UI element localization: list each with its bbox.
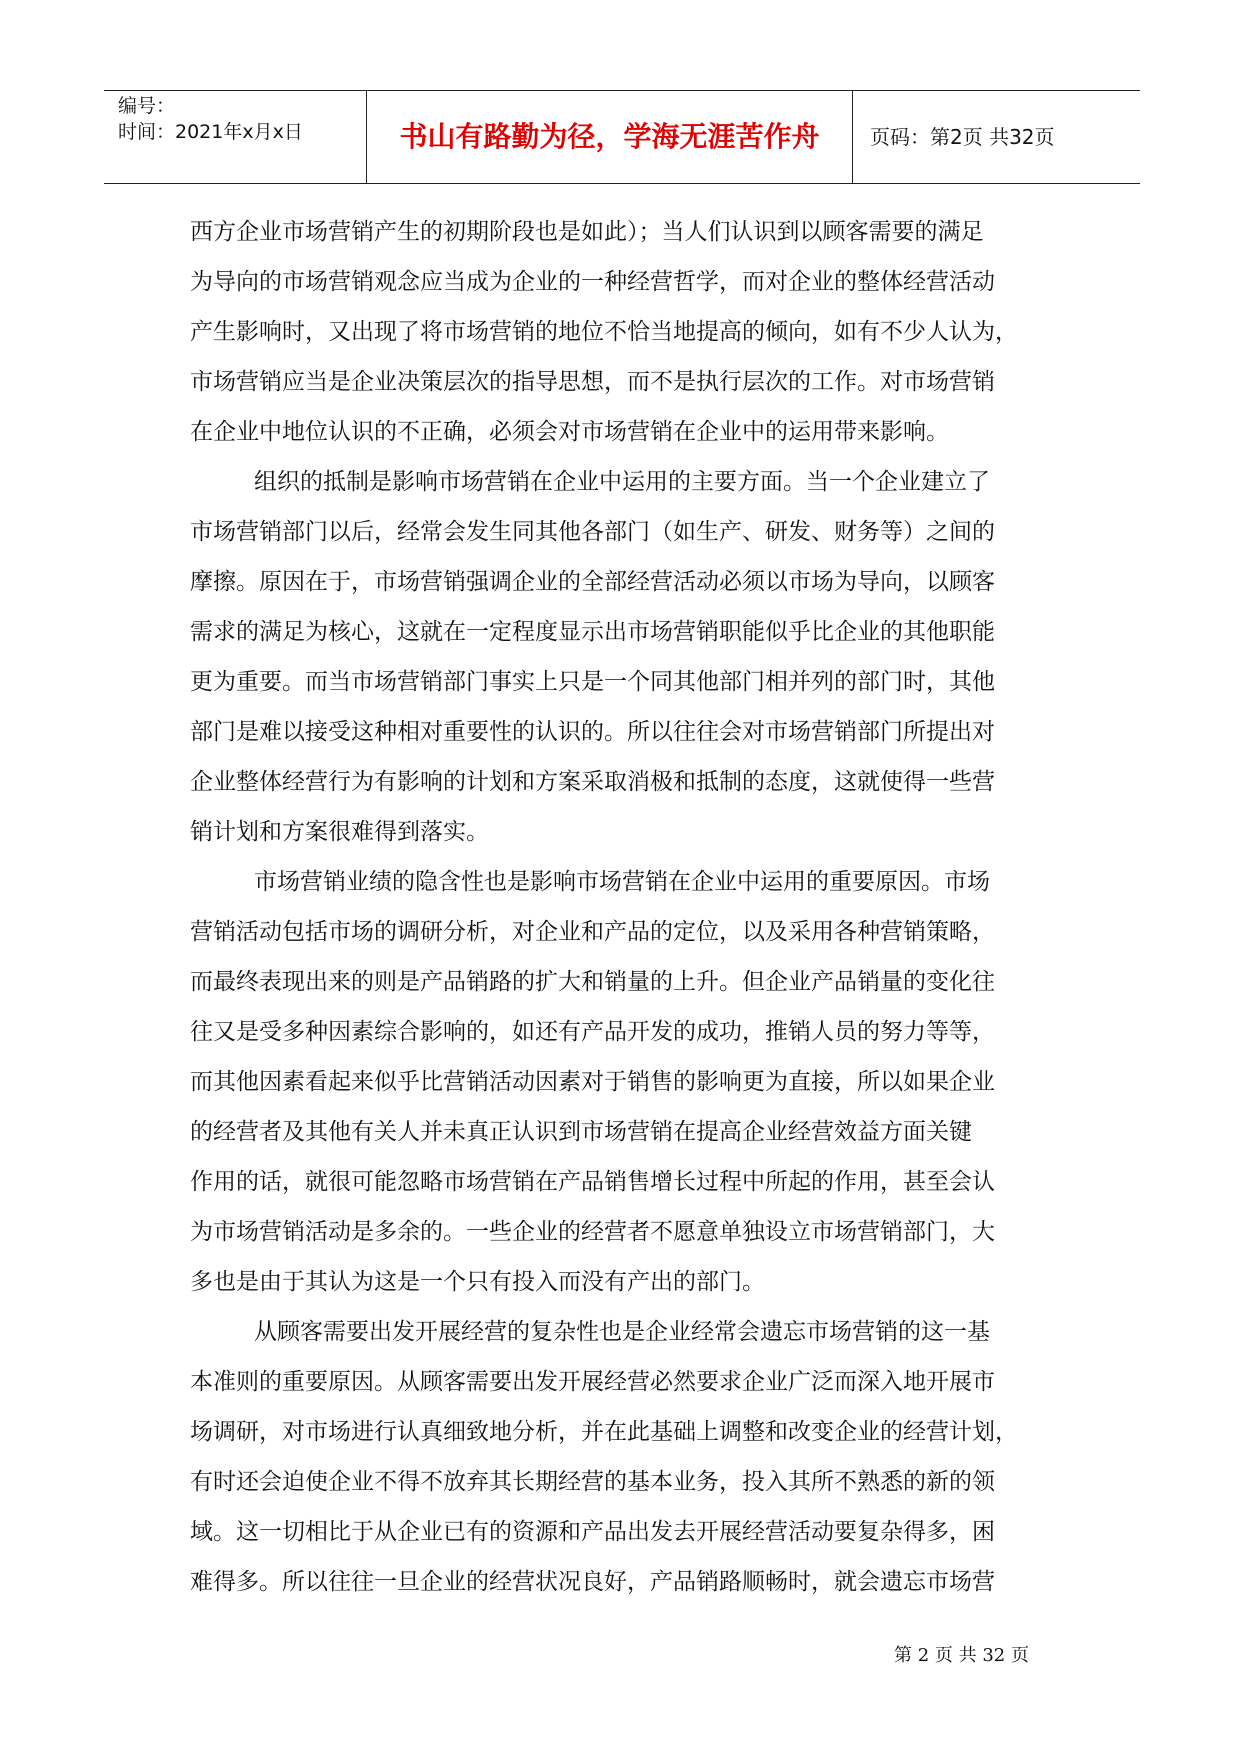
text-line: 市场营销业绩的隐含性也是影响市场营销在企业中运用的重要原因。市场 <box>254 869 990 895</box>
text-line: 难得多。所以往往一旦企业的经营状况良好，产品销路顺畅时，就会遗忘市场营 <box>190 1569 995 1595</box>
paragraph <box>190 857 1050 1307</box>
text-line: 多也是由于其认为这是一个只有投入而没有产出的部门。 <box>190 1269 765 1295</box>
paragraph <box>190 207 1050 457</box>
text-line: 更为重要。而当市场营销部门事实上只是一个同其他部门相并列的部门时，其他 <box>190 669 995 695</box>
text-line: 域。这一切相比于从企业已有的资源和产品出发去开展经营活动要复杂得多，困 <box>190 1519 995 1545</box>
page-header <box>104 90 1140 184</box>
paragraph <box>190 1307 1050 1607</box>
header-motto-cell <box>367 91 853 183</box>
text-line: 作用的话，就很可能忽略市场营销在产品销售增长过程中所起的作用，甚至会认 <box>190 1169 995 1195</box>
text-line: 从顾客需要出发开展经营的复杂性也是企业经常会遗忘市场营销的这一基 <box>254 1319 990 1345</box>
text-line: 组织的抵制是影响市场营销在企业中运用的主要方面。当一个企业建立了 <box>254 469 990 495</box>
header-page-code: 页码：第2页 共32页 <box>870 125 1055 149</box>
text-line: 场调研，对市场进行认真细致地分析，并在此基础上调整和改变企业的经营计划， <box>190 1419 1018 1445</box>
text-line: 西方企业市场营销产生的初期阶段也是如此）；当人们认识到以顾客需要的满足 <box>190 219 984 245</box>
text-line: 营销活动包括市场的调研分析，对企业和产品的定位，以及采用各种营销策略， <box>190 919 995 945</box>
text-line: 部门是难以接受这种相对重要性的认识的。所以往往会对市场营销部门所提出对 <box>190 719 995 745</box>
text-line: 而其他因素看起来似乎比营销活动因素对于销售的影响更为直接，所以如果企业 <box>190 1069 995 1095</box>
text-line: 市场营销应当是企业决策层次的指导思想，而不是执行层次的工作。对市场营销 <box>190 369 995 395</box>
text-line: 为导向的市场营销观念应当成为企业的一种经营哲学，而对企业的整体经营活动 <box>190 269 995 295</box>
document-time-label: 时间：2021年x月x日 <box>118 121 303 143</box>
text-line: 本准则的重要原因。从顾客需要出发开展经营必然要求企业广泛而深入地开展市 <box>190 1369 995 1395</box>
paragraph <box>190 457 1050 857</box>
header-meta-cell <box>104 91 367 183</box>
text-line: 销计划和方案很难得到落实。 <box>190 819 489 845</box>
page-footer: 第 2 页 共 32 页 <box>894 1645 1029 1666</box>
text-line: 摩擦。原因在于，市场营销强调企业的全部经营活动必须以市场为导向，以顾客 <box>190 569 995 595</box>
document-body <box>190 207 1050 1607</box>
text-line: 产生影响时，又出现了将市场营销的地位不恰当地提高的倾向，如有不少人认为， <box>190 319 1018 345</box>
document-number-label: 编号： <box>118 95 176 117</box>
text-line: 而最终表现出来的则是产品销路的扩大和销量的上升。但企业产品销量的变化往 <box>190 969 995 995</box>
text-line: 的经营者及其他有关人并未真正认识到市场营销在提高企业经营效益方面关键 <box>190 1119 972 1145</box>
text-line: 为市场营销活动是多余的。一些企业的经营者不愿意单独设立市场营销部门，大 <box>190 1219 995 1245</box>
header-motto: 书山有路勤为径，学海无涯苦作舟 <box>399 120 820 153</box>
header-page-cell <box>854 91 1140 183</box>
text-line: 企业整体经营行为有影响的计划和方案采取消极和抵制的态度，这就使得一些营 <box>190 769 995 795</box>
text-line: 市场营销部门以后，经常会发生同其他各部门（如生产、研发、财务等）之间的 <box>190 519 995 545</box>
text-line: 往又是受多种因素综合影响的，如还有产品开发的成功，推销人员的努力等等， <box>190 1019 995 1045</box>
text-line: 在企业中地位认识的不正确，必须会对市场营销在企业中的运用带来影响。 <box>190 419 949 445</box>
text-line: 需求的满足为核心，这就在一定程度显示出市场营销职能似乎比企业的其他职能 <box>190 619 995 645</box>
text-line: 有时还会迫使企业不得不放弃其长期经营的基本业务，投入其所不熟悉的新的领 <box>190 1469 995 1495</box>
